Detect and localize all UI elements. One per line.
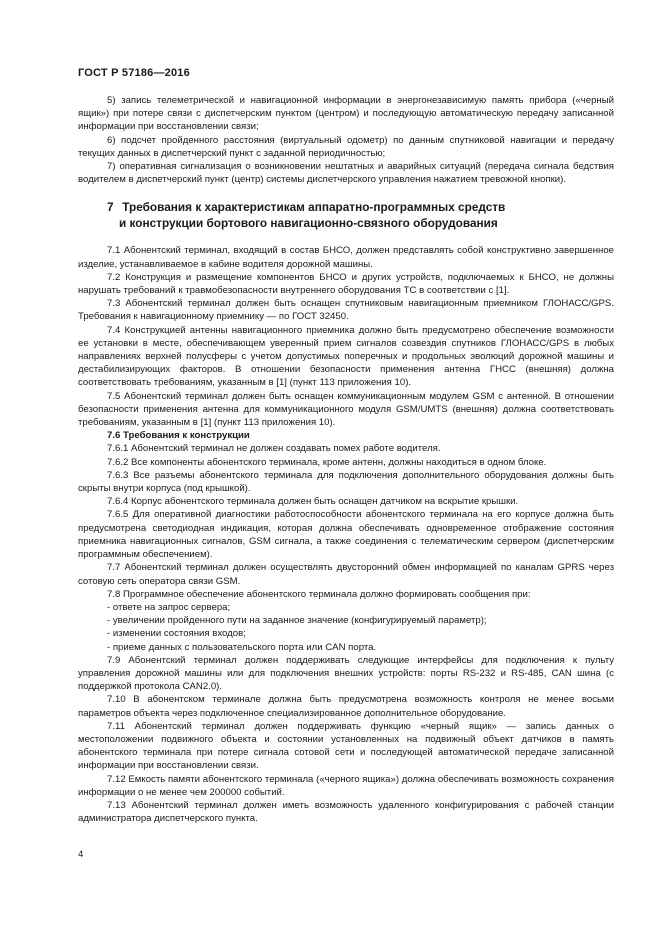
document-header: ГОСТ Р 57186—2016 xyxy=(78,67,190,79)
subsection-title: 7.6 Требования к конструкции xyxy=(107,430,250,442)
list-item: - ответе на запрос сервера; xyxy=(107,601,231,613)
paragraph: 7.4 Конструкцией антенны навигационного приемника должно быть предусмотрено обеспечение возможности ее установки в месте, обеспечивающем уверенный прием сигналов созвездия спутников ГЛОНАСС/GPS в любых направлениях верхней полусферы с учетом допустимых поперечных и продольных эволюций дорожной машины и дестабилизирующих факторов. В отношении безопасности применения антенна ГНСС (внешняя) должна соответствовать требованиям, указанным в [1] (пункт 113 приложения 10). xyxy=(78,324,614,389)
section-title-line-2: и конструкции бортового навигационно-связного оборудования xyxy=(119,216,498,231)
paragraph: 7.2 Конструкция и размещение компонентов БНСО и других устройств, подключаемых к БНСО, не должны нарушать требований к травмобезопасности внутреннего оборудования ТС в соответствии с [1]. xyxy=(78,271,614,297)
section-heading xyxy=(78,199,614,231)
intro-item: 7) оперативная сигнализация о возникновении нештатных и аварийных ситуаций (передача сигнала бедствия водителем в диспетчерский пункт (центр) системы диспетчерского управления нажатием тревожной кнопки). xyxy=(78,161,614,186)
paragraph: 7.12 Емкость памяти абонентского терминала («черного ящика») должна обеспечивать возможность сохранения информации о не менее чем 200000 событий. xyxy=(78,773,614,798)
paragraph: 7.6.3 Все разъемы абонентского терминала для подключения дополнительного оборудования должны быть скрыты внутри корпуса (под крышкой). xyxy=(78,469,614,495)
section-title-line-1: Требования к характеристикам аппаратно-программных средств xyxy=(122,200,506,215)
paragraph: 7.7 Абонентский терминал должен осуществлять двусторонний обмен информацией по каналам GPRS через сотовую сеть оператора связи GSM. xyxy=(78,562,614,587)
list-item: - изменении состояния входов; xyxy=(107,628,246,640)
document-body xyxy=(78,94,614,825)
paragraph: 7.1 Абонентский терминал, входящий в состав БНСО, должен представлять собой конструктивно завершенное изделие, устанавливаемое в кабине водителя дорожной машины. xyxy=(78,245,614,270)
page-number: 4 xyxy=(78,849,84,860)
section-number: 7 xyxy=(107,200,114,215)
paragraph: 7.6.4 Корпус абонентского терминала должен быть оснащен датчиком на вскрытие крышки. xyxy=(107,496,519,508)
paragraph: 7.8 Программное обеспечение абонентского терминала должно формировать сообщения при: xyxy=(107,588,531,600)
list-item: - увеличении пройденного пути на заданное значение (конфигурируемый параметр); xyxy=(107,615,487,627)
paragraph: 7.6.2 Все компоненты абонентского терминала, кроме антенн, должны находиться в одном блоке. xyxy=(107,456,547,468)
paragraph: 7.3 Абонентский терминал должен быть оснащен спутниковым навигационным приемником ГЛОНАСС/GPS. Требования к навигационному приемнику — по ГОСТ 32450. xyxy=(78,298,614,323)
paragraph: 7.10 В абонентском терминале должна быть предусмотрена возможность контроля не менее восьми параметров объекта через подключенное специализированное дополнительное оборудование. xyxy=(78,694,614,719)
paragraph: 7.11 Абонентский терминал должен поддерживать функцию «черный ящик» — запись данных о местоположении подвижного объекта и состоянии установленных на подвижный объект датчиков в память абонентского терминала при потере сигнала сотовой сети и последующей автоматической передаче записанной информации при восстановлении связи. xyxy=(78,720,614,772)
paragraph: 7.6.1 Абонентский терминал не должен создавать помех работе водителя. xyxy=(107,443,441,455)
paragraph: 7.13 Абонентский терминал должен иметь возможность удаленного конфигурирования с рабочей станции администратора диспетчерского пункта. xyxy=(78,799,614,825)
paragraph: 7.6.5 Для оперативной диагностики работоспособности абонентского терминала на его корпусе должна быть предусмотрена светодиодная индикация, которая должна обеспечивать одновременное отображение состояния приемника навигационных сигналов, GSM сигнала, а также соединения с телематическим сервером (диспетчерским программным обеспечением). xyxy=(78,509,614,561)
intro-item: 6) подсчет пройденного расстояния (виртуальный одометр) по данным спутниковой навигации и передачу текущих данных в диспетчерский пункт с заданной периодичностью; xyxy=(78,134,614,159)
paragraph: 7.9 Абонентский терминал должен поддерживать следующие интерфейсы для подключения к пульту управления дорожной машины или для подключения внешних устройств: порты RS-232 и RS-485, CAN шина (с поддержкой протокола CAN2.0). xyxy=(78,654,614,693)
paragraph: 7.5 Абонентский терминал должен быть оснащен коммуникационным модулем GSM с антенной. В отношении безопасности применения антенна для коммуникационного модуля GSM/UMTS (внешняя) должна соответствовать требованиям, указанным в [1] (пункт 113 приложения 10). xyxy=(78,390,614,429)
list-item: - приеме данных с пользовательского порта или CAN порта. xyxy=(107,641,377,653)
intro-item: 5) запись телеметрической и навигационной информации в энергонезависимую память прибора («черный ящик») при потере связи с диспетчерским пунктом (центром) и последующую автоматическую передачу записанной информации при восстановлении связи; xyxy=(78,95,614,133)
